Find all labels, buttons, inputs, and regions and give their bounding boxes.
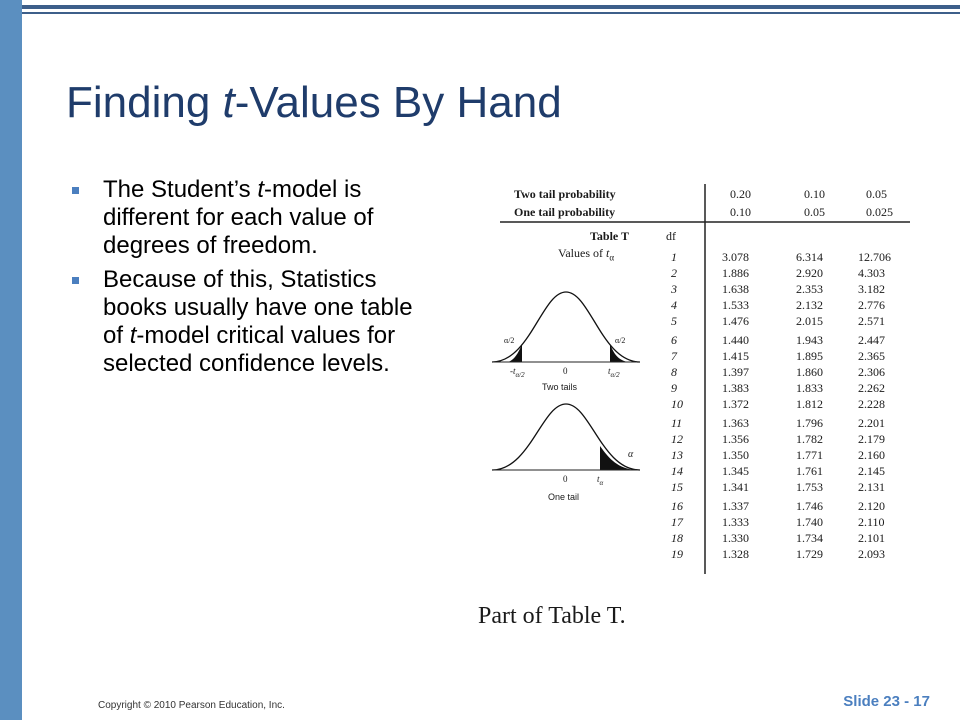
table-title: Table T [590, 229, 630, 243]
critical-value: 2.306 [858, 365, 885, 379]
critical-value: 2.131 [858, 480, 885, 494]
df-value: 19 [671, 547, 683, 561]
df-value: 16 [671, 499, 683, 513]
critical-value: 12.706 [858, 250, 891, 264]
critical-value: 2.365 [858, 349, 885, 363]
copyright: Copyright © 2010 Pearson Education, Inc. [98, 700, 285, 711]
critical-value: 1.753 [796, 480, 823, 494]
critical-value: 4.303 [858, 266, 885, 280]
critical-value: 2.120 [858, 499, 885, 513]
critical-value: 1.533 [722, 298, 749, 312]
critical-value: 1.372 [722, 397, 749, 411]
two-tail-value: 0.10 [804, 187, 825, 201]
bullet-list [72, 176, 432, 384]
one-tail-value: 0.025 [866, 205, 893, 219]
df-value: 3 [671, 282, 677, 296]
two-tail-label: Two tail probability [514, 187, 616, 201]
critical-value: 2.132 [796, 298, 823, 312]
critical-value: 2.015 [796, 314, 823, 328]
df-value: 2 [671, 266, 677, 280]
critical-value: 1.328 [722, 547, 749, 561]
critical-value: 1.330 [722, 531, 749, 545]
left-accent-bar [0, 0, 22, 720]
df-value: 12 [671, 432, 683, 446]
df-label: df [666, 229, 676, 243]
one-tail-t-label: $t_\alpha$ [597, 474, 604, 487]
top-rule [22, 5, 960, 9]
critical-value: 1.782 [796, 432, 823, 446]
neg-t-label: $-t_{\alpha/2}$ [510, 366, 525, 379]
critical-value: 1.350 [722, 448, 749, 462]
df-value: 5 [671, 314, 677, 328]
df-value: 8 [671, 365, 677, 379]
one-tail-curve [492, 404, 640, 470]
df-value: 15 [671, 480, 683, 494]
critical-value: 1.333 [722, 515, 749, 529]
critical-value: 2.110 [858, 515, 885, 529]
critical-value: 1.397 [722, 365, 749, 379]
two-tail-curve [492, 292, 640, 362]
critical-value: 2.179 [858, 432, 885, 446]
critical-value: 1.734 [796, 531, 823, 545]
df-value: 10 [671, 397, 683, 411]
critical-value: 1.860 [796, 365, 823, 379]
critical-value: 1.363 [722, 416, 749, 430]
critical-value: 2.093 [858, 547, 885, 561]
bullet-item: Because of this, Statistics books usually have one table of t-model critical values for selected confidence levels. [72, 266, 432, 378]
one-tail-value: 0.10 [730, 205, 751, 219]
critical-value: 1.415 [722, 349, 749, 363]
top-rule-thin [22, 12, 960, 14]
df-value: 4 [671, 298, 677, 312]
two-tails-caption: Two tails [542, 382, 578, 392]
df-value: 14 [671, 464, 683, 478]
critical-value: 6.314 [796, 250, 823, 264]
df-value: 9 [671, 381, 677, 395]
critical-value: 1.771 [796, 448, 823, 462]
df-value: 17 [671, 515, 683, 529]
t-table-image [490, 182, 920, 582]
two-tail-value: 0.05 [866, 187, 887, 201]
critical-value: 1.345 [722, 464, 749, 478]
critical-value: 1.341 [722, 480, 749, 494]
critical-value: 2.262 [858, 381, 885, 395]
critical-value: 2.776 [858, 298, 885, 312]
df-value: 11 [671, 416, 683, 430]
df-value: 6 [671, 333, 677, 347]
bullet-square-icon [72, 277, 79, 284]
critical-value: 2.447 [858, 333, 885, 347]
df-value: 1 [671, 250, 677, 264]
zero-label: 0 [563, 474, 568, 484]
critical-value: 1.476 [722, 314, 749, 328]
one-tail-label: One tail probability [514, 205, 616, 219]
right-tail-shade [610, 344, 628, 362]
critical-value: 1.886 [722, 266, 749, 280]
one-tail-value: 0.05 [804, 205, 825, 219]
one-tail-caption: One tail [548, 492, 580, 502]
critical-value: 1.740 [796, 515, 823, 529]
critical-value: 1.356 [722, 432, 749, 446]
critical-value: 1.746 [796, 499, 823, 513]
right-alpha-label: α/2 [615, 336, 626, 345]
df-value: 13 [671, 448, 683, 462]
critical-value: 1.812 [796, 397, 823, 411]
critical-value: 1.440 [722, 333, 749, 347]
critical-value: 1.895 [796, 349, 823, 363]
bullet-square-icon [72, 187, 79, 194]
bullet-item: The Student’s t-model is different for each value of degrees of freedom. [72, 176, 432, 260]
values-of-label: Values of $t_\alpha$ [558, 246, 615, 263]
slide-title: Finding t-Values By Hand [66, 78, 562, 127]
zero-label: 0 [563, 366, 568, 376]
critical-value: 2.145 [858, 464, 885, 478]
critical-value: 2.920 [796, 266, 823, 280]
critical-value: 2.353 [796, 282, 823, 296]
critical-value: 2.228 [858, 397, 885, 411]
critical-value: 2.201 [858, 416, 885, 430]
critical-value: 3.078 [722, 250, 749, 264]
one-tail-alpha-label: α [628, 449, 634, 460]
two-tail-value: 0.20 [730, 187, 751, 201]
critical-value: 1.383 [722, 381, 749, 395]
critical-value: 3.182 [858, 282, 885, 296]
critical-value: 1.833 [796, 381, 823, 395]
critical-value: 1.729 [796, 547, 823, 561]
critical-value: 1.761 [796, 464, 823, 478]
critical-value: 2.101 [858, 531, 885, 545]
critical-value: 1.796 [796, 416, 823, 430]
critical-value: 1.943 [796, 333, 823, 347]
critical-value: 1.638 [722, 282, 749, 296]
left-alpha-label: α/2 [504, 336, 515, 345]
slide-number: Slide 23 - 17 [843, 693, 930, 710]
df-value: 18 [671, 531, 683, 545]
critical-value: 2.571 [858, 314, 885, 328]
t-label: $t_{\alpha/2}$ [608, 366, 620, 379]
critical-value: 2.160 [858, 448, 885, 462]
critical-value: 1.337 [722, 499, 749, 513]
table-caption: Part of Table T. [478, 603, 626, 629]
df-value: 7 [671, 349, 677, 363]
